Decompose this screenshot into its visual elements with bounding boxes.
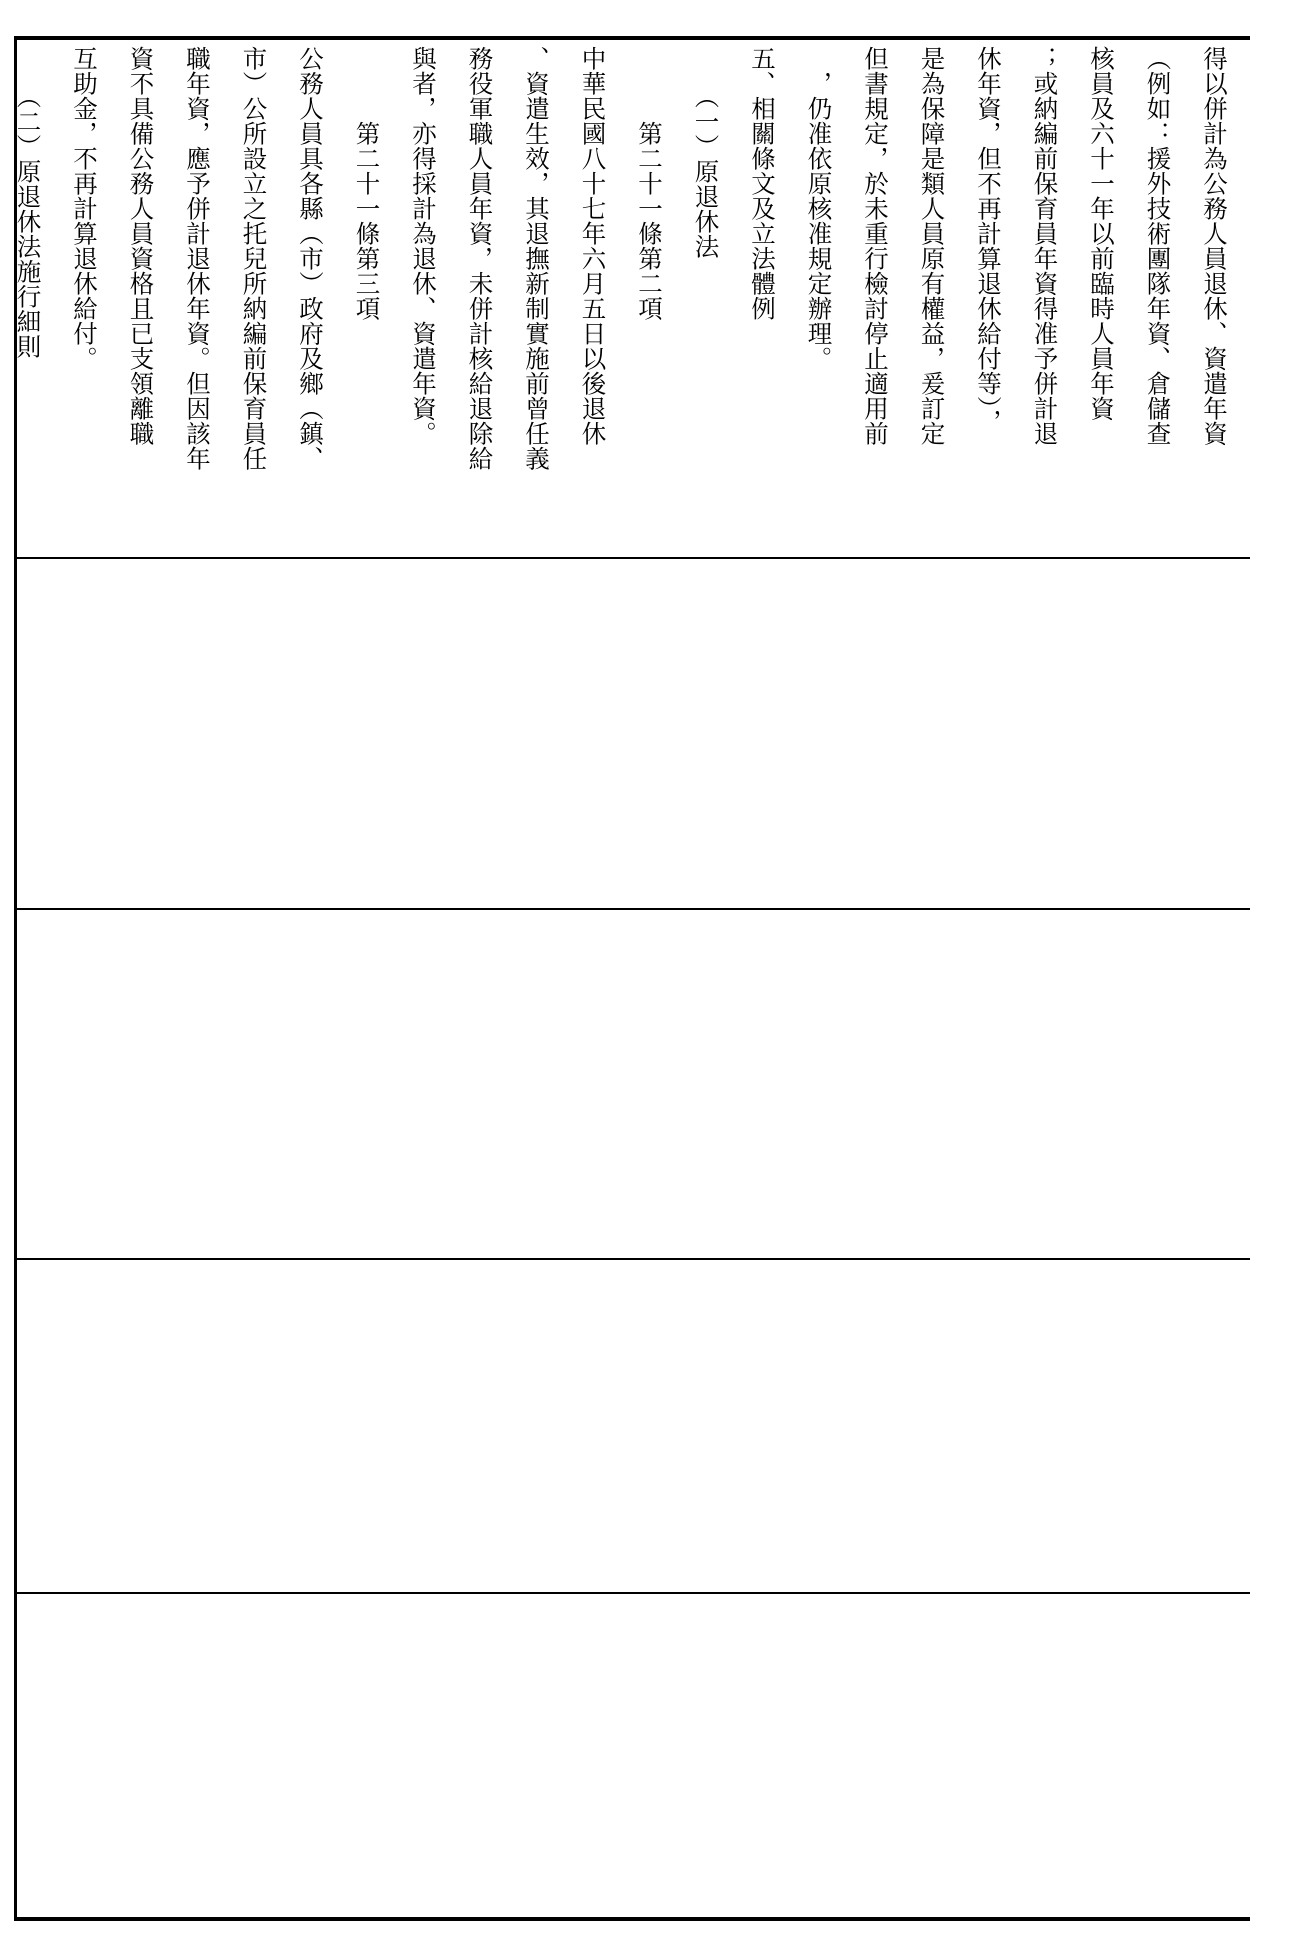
empty-table-row — [14, 559, 1250, 908]
text-line: 務役軍職人員年資，未併計核給退除給 — [465, 46, 495, 471]
text-line: 第二十一條第三項 — [352, 46, 382, 321]
text-line: 與者，亦得採計為退休、資遣年資。 — [409, 46, 438, 446]
empty-table-row — [14, 1260, 1250, 1592]
text-line: 互助金，不再計算退休給付。 — [70, 46, 99, 371]
text-line: 資不具備公務人員資格且已支領離職 — [126, 46, 156, 446]
vertical-text-block — [0, 46, 1242, 551]
text-line: 核員及六十一年以前臨時人員年資 — [1087, 46, 1116, 421]
text-line: 五、相關條文及立法體例 — [748, 46, 777, 321]
text-cell — [13, 46, 1242, 551]
table-bottom-border — [14, 1917, 1250, 1921]
text-line: 職年資，應予併計退休年資。但因該年 — [183, 46, 212, 471]
text-line: ，仍准依原核准規定辦理。 — [804, 46, 834, 371]
text-line: 得以併計為公務人員退休、資遣年資 — [1200, 46, 1229, 446]
document-table — [14, 36, 1250, 1921]
text-line: （二）原退休法施行細則 — [13, 46, 43, 359]
empty-table-row — [14, 1594, 1250, 1917]
text-line: 公務人員具各縣（市）政府及鄉（鎮、 — [296, 46, 325, 471]
text-line: 市）公所設立之托兒所納編前保育員任 — [239, 46, 269, 471]
text-line: 第二十一條第二項 — [635, 46, 664, 321]
text-line: 休年資，但不再計算退休給付等）， — [974, 46, 1003, 434]
text-line: 、資遣生效，其退撫新制實施前曾任義 — [522, 46, 551, 471]
empty-table-row — [14, 910, 1250, 1258]
text-line: （一）原退休法 — [691, 46, 721, 259]
text-line: 中華民國八十七年六月五日以後退休 — [578, 46, 608, 446]
table-top-border — [14, 36, 1250, 40]
text-line: ；或納編前保育員年資得准予併計退 — [1030, 46, 1060, 446]
text-line: 但書規定，於未重行檢討停止適用前 — [861, 46, 890, 446]
text-line: 是為保障是類人員原有權益，爰訂定 — [917, 46, 947, 446]
text-line: （例如：援外技術團隊年資、倉儲查 — [1143, 46, 1173, 446]
